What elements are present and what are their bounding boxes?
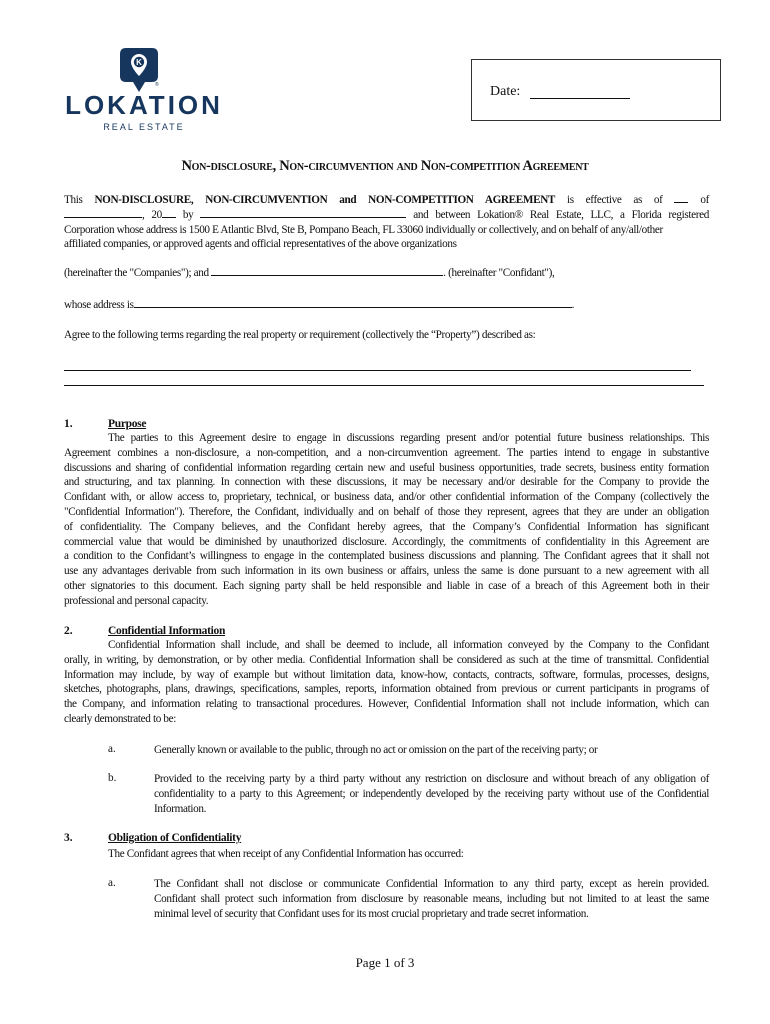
date-box bbox=[471, 59, 721, 121]
paragraph-line: discussions and sharing of confidential information regarding certain new and useful business opportunities, trade secrets, business entity formation bbox=[64, 461, 709, 474]
paragraph-line: use any advantages derivable from such information in its own business or affairs, unless the same is done pursuant to a new agreement with all bbox=[64, 565, 709, 578]
effective-month-field[interactable] bbox=[64, 208, 142, 218]
confidant-name-field[interactable] bbox=[211, 266, 443, 276]
effective-year-field[interactable] bbox=[162, 208, 176, 218]
paragraph-line: and structuring, and tax planning. In connection with these discussions, it may be necessary and/or desirable for the Company to provide the bbox=[64, 476, 709, 489]
address-label: whose address is bbox=[64, 299, 134, 311]
paragraph-line: Information may include, by way of example but without limitation data, know-how, contacts, contracts, software, formulas, processes, designs, bbox=[64, 668, 709, 681]
paragraph-line: commercial value that would be diminished by unauthorized disclosure. Accordingly, the commitments of confidentiality in this Agreement are bbox=[64, 535, 709, 548]
company-logo bbox=[64, 46, 224, 136]
section-3-heading: Obligation of Confidentiality bbox=[108, 832, 242, 844]
intro-paragraph bbox=[64, 193, 709, 252]
section-1-body bbox=[64, 431, 709, 609]
effective-text: is effective as of bbox=[566, 194, 663, 206]
section-1-heading: Purpose bbox=[108, 418, 147, 430]
of-text: of bbox=[700, 194, 710, 206]
year-text: , 20 bbox=[142, 208, 162, 221]
intro-line-4: affiliated companies, or approved agents and official representatives of the above organizations bbox=[64, 238, 457, 251]
logo-wordmark: LOKATION bbox=[65, 90, 223, 120]
location-pin-icon bbox=[118, 46, 160, 94]
paragraph-line: of confidentiality. The Company believes, and the Confidant hereby agrees, that the Company’s Confidential Information has significant bbox=[64, 520, 709, 533]
paragraph-line: other signatories to this document. Each signing party shall be held responsible and liable in case of a breach of this Agreement both in their bbox=[64, 579, 709, 592]
intro-lead: This bbox=[64, 194, 83, 206]
paragraph-line: clearly demonstrated to be: bbox=[64, 712, 177, 725]
address-line bbox=[64, 298, 574, 313]
property-line: Agree to the following terms regarding the real property or requirement (collectively the “Property”) described as: bbox=[64, 329, 536, 341]
paragraph-line: minimal level of security that Confidant uses for its most crucial proprietary and trade secret information. bbox=[154, 907, 589, 920]
property-field-1[interactable] bbox=[64, 370, 691, 371]
intro-line-3: Corporation whose address is 1500 E Atlantic Blvd, Ste B, Pompano Beach, FL 33060 individually or collectively, and on behalf of any/all/other bbox=[64, 223, 663, 236]
paragraph-line: confidentiality to a party to this Agreement; or independently developed by the receiving party without use of the Confidential bbox=[154, 787, 709, 800]
logo-subtitle: REAL ESTATE bbox=[103, 122, 185, 132]
companies-line bbox=[64, 266, 554, 281]
date-label: Date: bbox=[490, 84, 521, 99]
paragraph-line: Confidant shall protect such information from disclosure by reasonable means, including but not limited to at least the same bbox=[154, 892, 709, 905]
paragraph-line: sketches, photographs, plans, drawings, specifications, samples, reports, information obtained from previous or current participants in programs of bbox=[64, 683, 709, 696]
paragraph-line: The parties to this Agreement desire to engage in discussions regarding present and/or potential future business relationships. This bbox=[108, 432, 709, 444]
between-text: and between Lokation® Real Estate, LLC, a Florida registered bbox=[413, 208, 710, 221]
section-3-number: 3. bbox=[64, 832, 73, 844]
item-2b-text bbox=[154, 772, 709, 816]
paragraph-line: Information. bbox=[154, 802, 207, 815]
paragraph-line: "Confidential Information"). Therefore, the Confidant, individually and on behalf of those they represent, agrees that they are under an obligation bbox=[64, 505, 709, 518]
address-field[interactable] bbox=[134, 298, 572, 308]
address-end: . bbox=[571, 299, 575, 311]
paragraph-line: Provided to the receiving party by a third party without any restriction on disclosure and without breach of any obligation of bbox=[154, 773, 709, 785]
paragraph-line: orally, in writing, by demonstration, or by other media. Confidential Information shall be considered as such at the time of transmittal. Confidential bbox=[64, 653, 709, 666]
agreement-name: NON-DISCLOSURE, NON-CIRCUMVENTION and NON-COMPETITION AGREEMENT bbox=[94, 194, 556, 206]
property-field-2[interactable] bbox=[64, 385, 704, 386]
item-2a-label: a. bbox=[108, 743, 116, 755]
agreement-title bbox=[0, 158, 770, 175]
section-2-heading: Confidential Information bbox=[108, 625, 226, 637]
paragraph-line: Agreement combines a non-disclosure, a non-competition, and a non-circumvention agreement. The parties intend to engage in substantive bbox=[64, 446, 709, 459]
section-2-number: 2. bbox=[64, 625, 73, 637]
paragraph-line: The Confidant shall not disclose or communicate Confidential Information to any third party, except as herein provided. bbox=[154, 878, 709, 890]
by-text: by bbox=[182, 208, 194, 221]
registered-mark: ® bbox=[155, 82, 159, 88]
section-3-intro: The Confidant agrees that when receipt of any Confidential Information has occurred: bbox=[108, 848, 464, 860]
paragraph-line: Confidant with, or allow access to, proprietary, technical, or business data, and/or other confidential information of the Company (collectively the bbox=[64, 491, 709, 504]
companies-text: (hereinafter the "Companies"); and bbox=[64, 267, 209, 279]
confidant-text: . (hereinafter "Confidant"), bbox=[443, 267, 555, 279]
item-3a-label: a. bbox=[108, 877, 116, 889]
item-2a-text: Generally known or available to the public, through no act or omission on the part of the receiving party; or bbox=[154, 744, 598, 756]
section-2-body bbox=[64, 638, 709, 727]
pin-letter: K bbox=[136, 58, 142, 67]
title-text: Non-disclosure, Non-circumvention and Non-competition Agreement bbox=[181, 158, 589, 174]
paragraph-line: Confidential Information shall include, and shall be deemed to include, all information conveyed by the Company to the Confidant bbox=[108, 639, 709, 651]
paragraph-line: professional and personal capacity. bbox=[64, 594, 209, 607]
paragraph-line: the Company, and information relating to transactional procedures. However, Confidential Information shall not include information, which can bbox=[64, 698, 709, 711]
paragraph-line: a condition to the Confidant’s willingness to engage in the contemplated business discussions and planning. The Confidant agrees that it shall not bbox=[64, 550, 709, 563]
section-1-number: 1. bbox=[64, 418, 73, 430]
item-3a-text bbox=[154, 877, 709, 921]
page-number: Page 1 of 3 bbox=[355, 955, 415, 970]
effective-day-field[interactable] bbox=[674, 193, 688, 203]
date-field[interactable] bbox=[530, 98, 630, 99]
item-2b-label: b. bbox=[108, 772, 117, 784]
party-name-field[interactable] bbox=[200, 208, 406, 218]
